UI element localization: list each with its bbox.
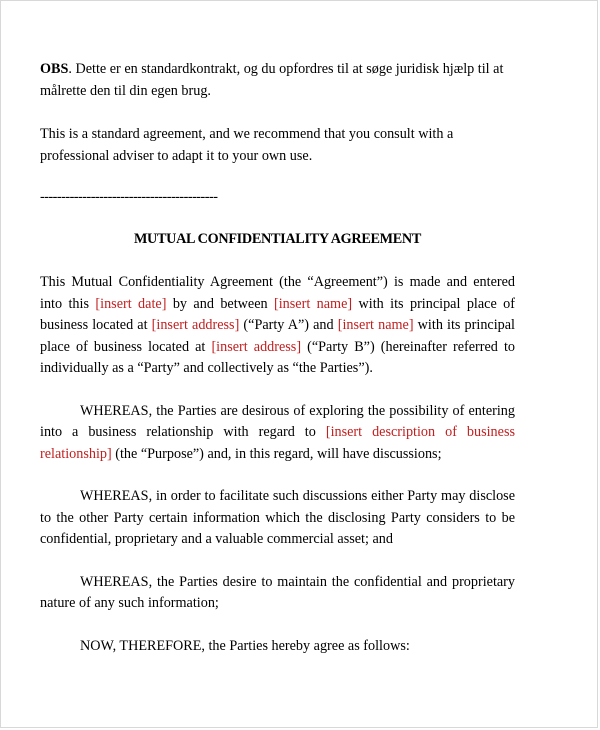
placeholder-name-a: [insert name] bbox=[274, 295, 353, 312]
placeholder-business-description: [insert description of business relationship] bbox=[40, 424, 515, 462]
placeholder-address-a: [insert address] bbox=[151, 317, 240, 333]
obs-label: OBS bbox=[40, 61, 69, 77]
obs-text: . Dette er en standardkontrakt, og du opfordres til at søge juridisk hjælp til at målrette den til din egen brug. bbox=[40, 61, 504, 99]
now-therefore-paragraph: NOW, THEREFORE, the Parties hereby agree as follows: bbox=[80, 637, 410, 654]
whereas-1-text-2: (the “Purpose”) and, in this regard, will have discussions; bbox=[111, 445, 442, 462]
obs-notice bbox=[40, 59, 515, 102]
agreement-title: MUTUAL CONFIDENTIALITY AGREEMENT bbox=[133, 230, 422, 247]
opening-text-1: This Mutual Confidentiality Agreement (the “Agreement”) is made and entered into this bbox=[40, 274, 515, 312]
opening-text-5: with its principal place of business located at bbox=[40, 317, 515, 355]
divider-line: ------------------------------------------ bbox=[40, 189, 218, 205]
opening-text-2: by and between bbox=[166, 295, 275, 312]
opening-text-3: with its principal place of business located at bbox=[40, 295, 515, 333]
placeholder-date: [insert date] bbox=[95, 295, 167, 312]
placeholder-address-b: [insert address] bbox=[211, 338, 302, 355]
opening-text-4: (“Party A”) and bbox=[239, 317, 338, 333]
placeholder-name-b: [insert name] bbox=[337, 317, 414, 333]
opening-text-6: (“Party B”) (hereinafter referred to individually as a “Party” and collectively as “the Parties”). bbox=[40, 338, 516, 376]
whereas-paragraph-2: WHEREAS, in order to facilitate such discussions either Party may disclose to the other Party certain information which the disclosing Party considers to be confidential, proprietary and a valuable commercial asset; and bbox=[40, 488, 515, 547]
whereas-1-text-1: WHEREAS, the Parties are desirous of exploring the possibility of entering into a business relationship with regard to bbox=[40, 402, 515, 440]
intro-paragraph: This is a standard agreement, and we recommend that you consult with a professional adviser to adapt it to your own use. bbox=[40, 126, 454, 164]
document-body bbox=[40, 59, 515, 657]
whereas-paragraph-3: WHEREAS, the Parties desire to maintain the confidential and proprietary nature of any such information; bbox=[40, 573, 515, 611]
whereas-paragraph-1 bbox=[40, 401, 515, 466]
opening-paragraph bbox=[40, 272, 515, 380]
